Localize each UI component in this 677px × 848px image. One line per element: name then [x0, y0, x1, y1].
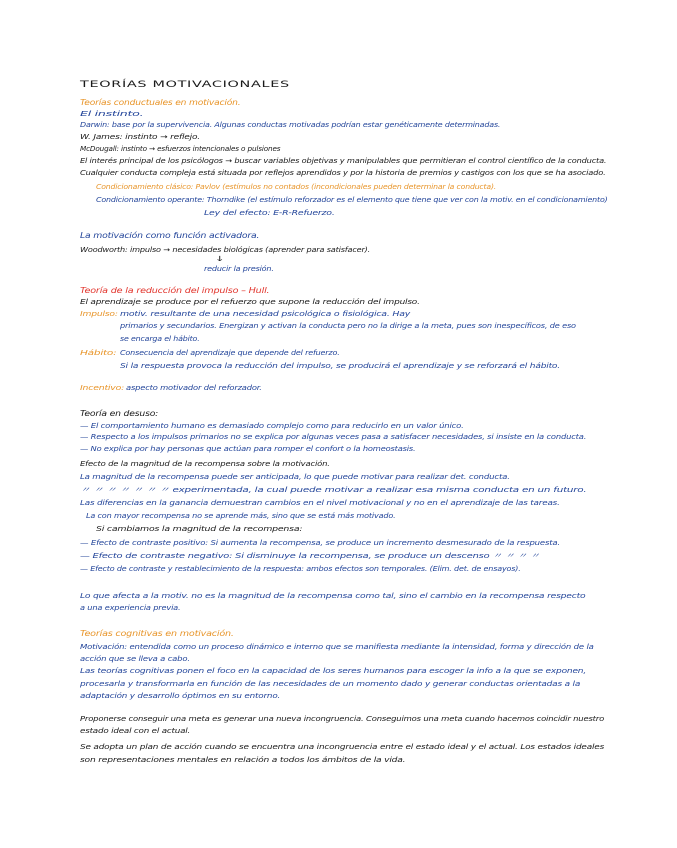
note-line: reducir la presión. — [204, 265, 274, 273]
note-line: W. James: instinto → reflejo. — [80, 133, 200, 141]
note-line: Condicionamiento operante: Thorndike (el estímulo reforzador es el elemento que tiene que ver con la motiv. en el condicionamiento) — [96, 196, 608, 204]
impulso-label: Impulso: — [80, 310, 118, 318]
note-line: La con mayor recompensa no se aprende más, sino que se está más motivado. — [86, 512, 396, 520]
note-line: aspecto motivador del reforzador. — [126, 384, 262, 392]
note-line: — Efecto de contraste positivo: Si aumenta la recompensa, se produce un incremento desmesurado de la respuesta. — [80, 539, 560, 547]
section-heading-conductuales: Teorías conductuales en motivación. — [80, 98, 241, 107]
section-heading-hull: Teoría de la reducción del impulso – Hull. — [80, 286, 270, 295]
note-line: Consecuencia del aprendizaje que depende del refuerzo. — [120, 349, 340, 357]
note-line: Proponerse conseguir una meta es generar una nueva incongruencia. Conseguimos una meta cuando hacemos coincidir nuestro — [80, 715, 605, 723]
incentivo-label: Incentivo: — [80, 384, 125, 392]
note-line: procesarla y transformarla en función de las necesidades de un momento dado y generar conductas orientadas a la — [80, 680, 581, 688]
note-line: a una experiencia previa. — [80, 604, 181, 612]
note-line: El aprendizaje se produce por el refuerzo que supone la reducción del impulso. — [80, 298, 420, 306]
note-line: — Efecto de contraste y restablecimiento de la respuesta: ambos efectos son temporales. (Elim. det. de ensayos). — [80, 565, 521, 573]
note-line: 〃 〃 〃 〃 〃 〃 〃 experimentada, la cual puede motivar a realizar esa misma conducta en un futuro. — [80, 486, 587, 494]
note-line: estado ideal con el actual. — [80, 727, 191, 735]
down-arrow-icon: ↓ — [215, 255, 225, 263]
note-line: — Respecto a los impulsos primarios no se explica por algunas veces pasa a satisfacer necesidades, si insiste en la conducta. — [80, 433, 587, 441]
note-line: Woodworth: impulso → necesidades biológicas (aprender para satisfacer). — [80, 246, 371, 254]
section-heading-activadora: La motivación como función activadora. — [80, 231, 260, 240]
note-line: El instinto. — [80, 110, 144, 118]
note-line: Darwin: base por la supervivencia. Algunas conductas motivadas podrían estar genéticamente determinadas. — [80, 121, 501, 129]
note-line: McDougall: instinto → esfuerzos intencionales o pulsiones — [80, 145, 281, 153]
note-line: Las diferencias en la ganancia demuestran cambios en el nivel motivacional y no en el aprendizaje de las tareas. — [80, 499, 560, 507]
section-heading-desuso: Teoría en desuso: — [80, 409, 159, 418]
note-line: Las teorías cognitivas ponen el foco en la capacidad de los seres humanos para escoger la info a la que se exponen, — [80, 667, 587, 675]
note-line: Motivación: entendida como un proceso dinámico e interno que se manifiesta mediante la intensidad, forma y dirección de la — [80, 643, 594, 651]
note-line: Ley del efecto: E-R-Refuerzo. — [204, 209, 335, 217]
note-line: Si cambiamos la magnitud de la recompensa: — [96, 525, 303, 533]
note-line: — Efecto de contraste negativo: Si disminuye la recompensa, se produce un descenso 〃 〃 〃 〃 — [80, 552, 540, 560]
note-line: Si la respuesta provoca la reducción del impulso, se producirá el aprendizaje y se reforzará el hábito. — [120, 362, 560, 370]
note-line: El interés principal de los psicólogos → buscar variables objetivas y manipulables que permitieran el control científico de la conducta. — [80, 157, 607, 165]
note-line: son representaciones mentales en relación a todos los ámbitos de la vida. — [80, 756, 406, 764]
note-line: Se adopta un plan de acción cuando se encuentra una incongruencia entre el estado ideal y el actual. Los estados ideales — [80, 743, 605, 751]
note-line: adaptación y desarrollo óptimos en su entorno. — [80, 692, 281, 700]
page-title: TEORÍAS MOTIVACIONALES — [80, 80, 290, 90]
note-line: — El comportamiento humano es demasiado complejo como para reducirlo en un valor único. — [80, 422, 464, 430]
section-heading-cognitivas: Teorías cognitivas en motivación. — [80, 629, 234, 638]
note-line: acción que se lleva a cabo. — [80, 655, 190, 663]
note-line: Condicionamiento clásico: Pavlov (estímulos no contados (incondicionales pueden determinar la conducta). — [96, 183, 497, 191]
section-heading-magnitud: Efecto de la magnitud de la recompensa sobre la motivación. — [80, 460, 330, 468]
note-line: Lo que afecta a la motiv. no es la magnitud de la recompensa como tal, sino el cambio en la recompensa respecto — [80, 592, 586, 600]
note-line: motiv. resultante de una necesidad psicológica o fisiológica. Hay — [120, 310, 411, 318]
note-line: La magnitud de la recompensa puede ser anticipada, lo que puede motivar para realizar det. conducta. — [80, 473, 510, 481]
note-line: Cualquier conducta compleja está situada por reflejos aprendidos y por la historia de premios y castigos con los que se ha asociado. — [80, 169, 606, 177]
note-line: primarios y secundarios. Energizan y activan la conducta pero no la dirige a la meta, pues son inespecíficos, de eso — [120, 322, 576, 330]
note-line: se encarga el hábito. — [120, 335, 200, 343]
habito-label: Hábito: — [80, 349, 117, 357]
note-line: — No explica por hay personas que actúan para romper el confort o la homeostasis. — [80, 445, 416, 453]
